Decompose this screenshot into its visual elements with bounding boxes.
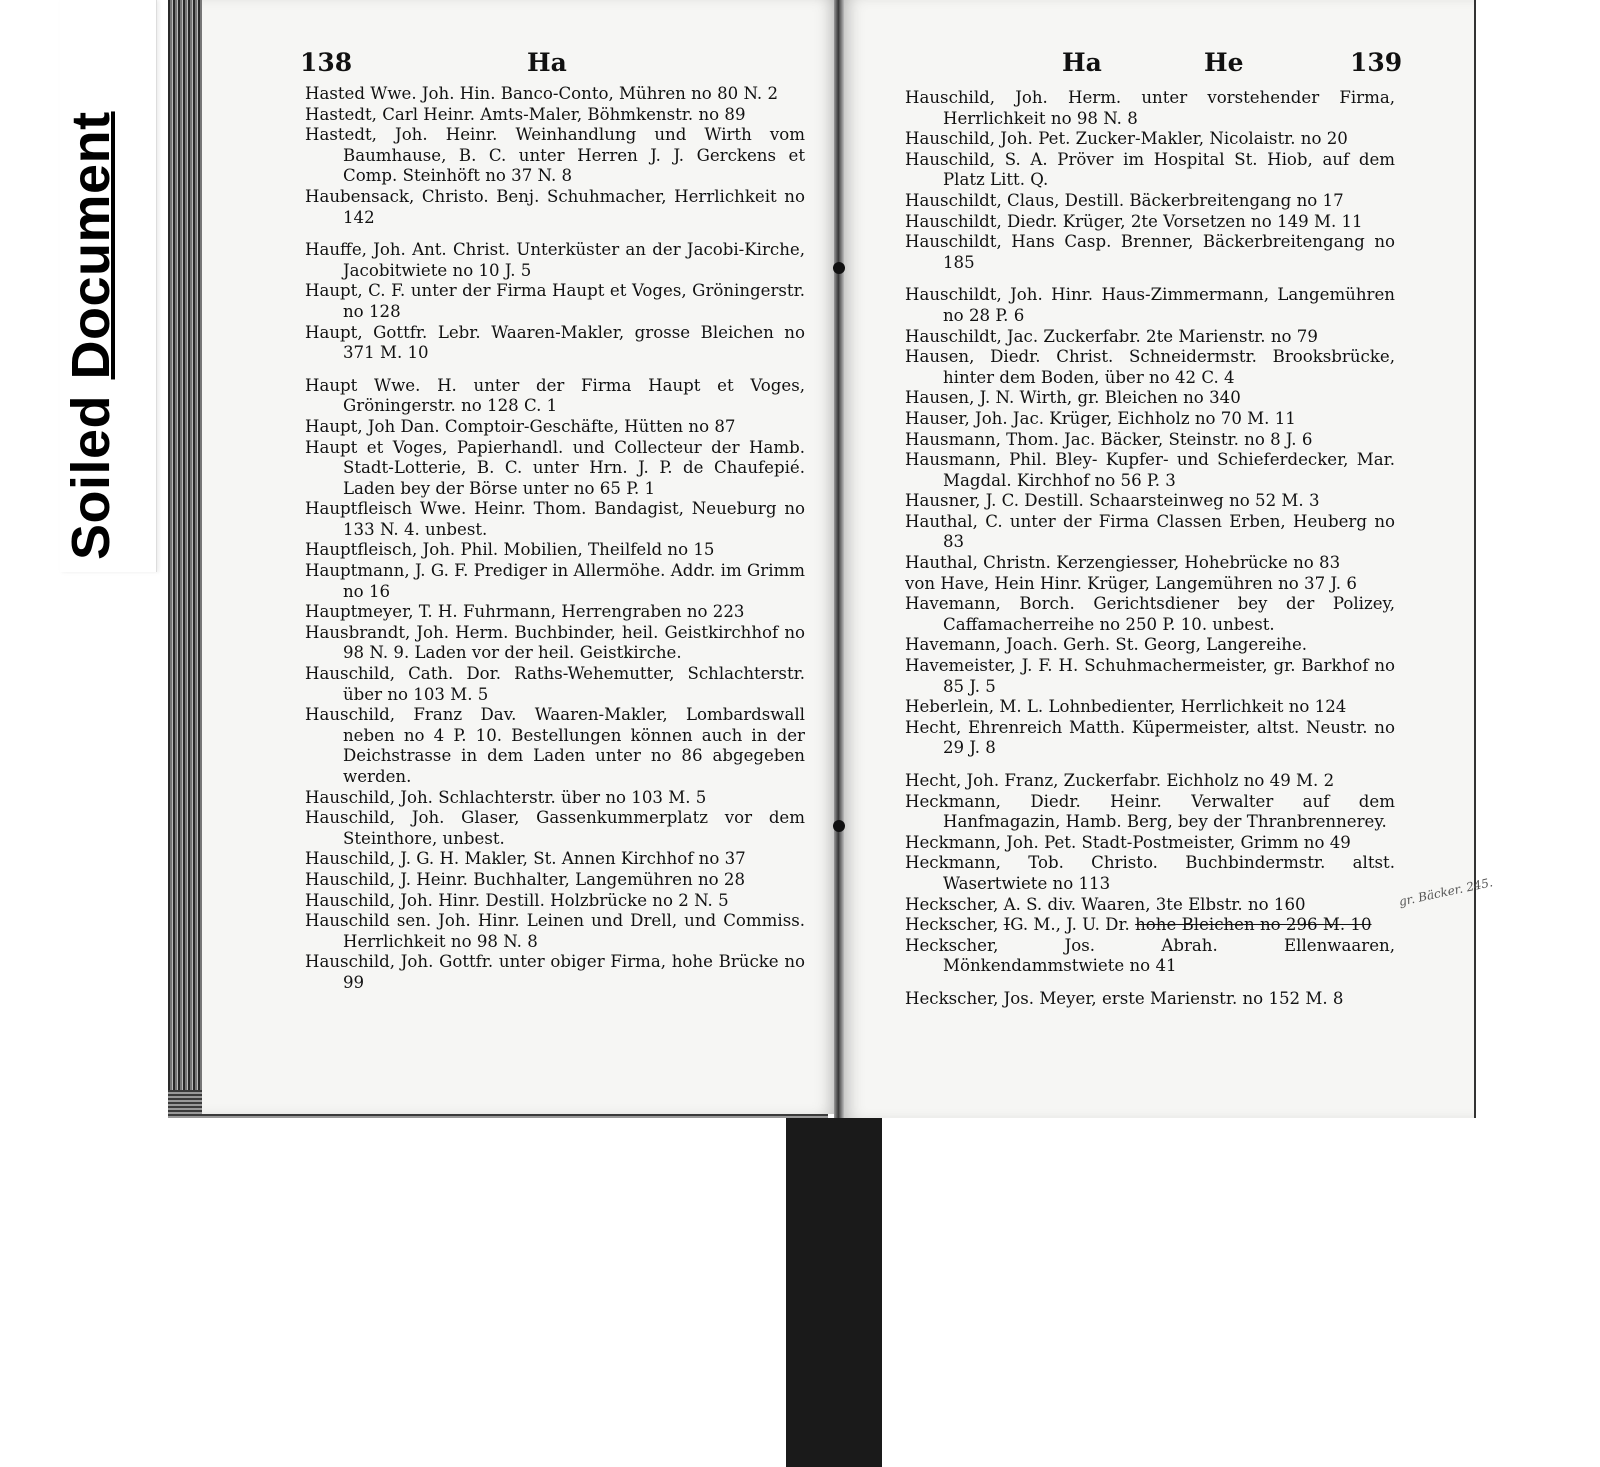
handwritten-margin-note: gr. Bäcker. 245. xyxy=(1397,875,1494,909)
directory-entry: Haupt, Gottfr. Lebr. Waaren-Makler, grosse Bleichen no 371 M. 10 xyxy=(305,322,805,363)
directory-entry: Hausner, J. C. Destill. Schaarsteinweg no 52 M. 3 xyxy=(905,491,1320,511)
directory-entry: Hauschild, Joh. Hinr. Destill. Holzbrücke no 2 N. 5 xyxy=(305,890,729,910)
right-entry-list xyxy=(905,88,1395,1010)
directory-entry: Haupt, C. F. unter der Firma Haupt et Voges, Gröningerstr. no 128 xyxy=(305,281,805,321)
directory-entry: Hauschild, S. A. Pröver im Hospital St. Hiob, auf dem Platz Litt. Q. xyxy=(905,149,1395,190)
directory-entry: Hauschildt, Diedr. Krüger, 2te Vorsetzen no 149 M. 11 xyxy=(905,211,1363,231)
directory-entry: Hauschild sen. Joh. Hinr. Leinen und Drell, und Commiss. Herrlichkeit no 98 N. 8 xyxy=(305,911,805,951)
left-entry-list xyxy=(305,84,805,994)
directory-entry: Hauschildt, Joh. Hinr. Haus-Zimmermann, Langemühren no 28 P. 6 xyxy=(905,285,1395,325)
directory-entry: Hauschild, Cath. Dor. Raths-Wehemutter, Schlachterstr. über no 103 M. 5 xyxy=(305,664,805,704)
directory-entry: Havemeister, J. F. H. Schuhmachermeister, gr. Barkhof no 85 J. 5 xyxy=(905,656,1395,696)
directory-entry: Hauschild, Joh. Gottfr. unter obiger Firma, hohe Brücke no 99 xyxy=(305,952,805,992)
binding-stitch xyxy=(833,262,845,274)
directory-entry: Heckmann, Joh. Pet. Stadt-Postmeister, Grimm no 49 xyxy=(905,832,1351,852)
directory-entry: Hauptmeyer, T. H. Fuhrmann, Herrengraben no 223 xyxy=(305,602,745,622)
directory-entry: Hausen, J. N. Wirth, gr. Bleichen no 340 xyxy=(905,388,1241,408)
directory-entry: Hauthal, Christn. Kerzengiesser, Hohebrücke no 83 xyxy=(905,553,1341,573)
directory-entry: Hauschild, Franz Dav. Waaren-Makler, Lombardswall neben no 4 P. 10. Bestellungen können auch in der Deichstrasse in dem Laden unter no 86 abgegeben werden. xyxy=(305,705,805,786)
left-running-head: Ha xyxy=(527,48,567,77)
right-running-head-1: Ha xyxy=(1062,48,1102,77)
tab-label: Soiled Document xyxy=(61,111,121,560)
directory-entry: Hauschildt, Jac. Zuckerfabr. 2te Marienstr. no 79 xyxy=(905,326,1318,346)
directory-entry: Haupt et Voges, Papierhandl. und Collecteur der Hamb. Stadt-Lotterie, B. C. unter Hrn. J. P. de Chaufepié. Laden bey der Börse unter no 65 P. 1 xyxy=(305,437,805,498)
directory-entry: Hauschild, J. G. H. Makler, St. Annen Kirchhof no 37 xyxy=(305,849,746,869)
struck-directory-entry: Heckscher, IG. M., J. U. Dr. hohe Bleichen no 296 M. 10 xyxy=(905,915,1372,935)
directory-entry: Heberlein, M. L. Lohnbedienter, Herrlichkeit no 124 xyxy=(905,697,1347,717)
directory-entry: Haupt, Joh Dan. Comptoir-Geschäfte, Hütten no 87 xyxy=(305,416,736,436)
directory-entry: Haubensack, Christo. Benj. Schuhmacher, Herrlichkeit no 142 xyxy=(305,186,805,227)
directory-entry: Hauschildt, Hans Casp. Brenner, Bäckerbreitengang no 185 xyxy=(905,232,1395,272)
right-page-number: 139 xyxy=(1350,48,1403,77)
directory-entry: Hauschild, J. Heinr. Buchhalter, Langemühren no 28 xyxy=(305,869,746,889)
directory-entry: Hauser, Joh. Jac. Krüger, Eichholz no 70 M. 11 xyxy=(905,408,1296,428)
directory-entry: Hauffe, Joh. Ant. Christ. Unterküster an der Jacobi-Kirche, Jacobitwiete no 10 J. 5 xyxy=(305,240,805,280)
right-running-head-2: He xyxy=(1204,48,1244,77)
directory-entry: Hasted Wwe. Joh. Hin. Banco-Conto, Mühren no 80 N. 2 xyxy=(305,84,779,103)
book-gutter xyxy=(834,0,844,1118)
directory-entry: Hauschild, Joh. Herm. unter vorstehender Firma, Herrlichkeit no 98 N. 8 xyxy=(905,88,1395,128)
bookmark-ribbon xyxy=(786,1118,882,1467)
directory-entry: Hastedt, Joh. Heinr. Weinhandlung und Wirth vom Baumhause, B. C. unter Herren J. J. Gerckens et Comp. Steinhöft no 37 N. 8 xyxy=(305,125,805,186)
directory-entry: Hauptfleisch Wwe. Heinr. Thom. Bandagist, Neueburg no 133 N. 4. unbest. xyxy=(305,499,805,539)
directory-entry: Hauschild, Joh. Schlachterstr. über no 103 M. 5 xyxy=(305,787,707,807)
directory-entry: Hauthal, C. unter der Firma Classen Erben, Heuberg no 83 xyxy=(905,511,1395,552)
directory-entry: Hauschild, Joh. Glaser, Gassenkummerplatz vor dem Steinthore, unbest. xyxy=(305,808,805,848)
directory-entry: Heckscher, Jos. Abrah. Ellenwaaren, Mönkendammstwiete no 41 xyxy=(905,935,1395,976)
left-page-number: 138 xyxy=(300,48,353,77)
directory-entry: Hecht, Ehrenreich Matth. Küpermeister, altst. Neustr. no 29 J. 8 xyxy=(905,717,1395,758)
binding-stitch xyxy=(833,820,845,832)
directory-entry: Heckmann, Diedr. Heinr. Verwalter auf dem Hanfmagazin, Hamb. Berg, bey der Thranbrennerey. xyxy=(905,791,1395,832)
directory-entry: Hausen, Diedr. Christ. Schneidermstr. Brooksbrücke, hinter dem Boden, über no 42 C. 4 xyxy=(905,347,1395,387)
directory-entry: Hauschildt, Claus, Destill. Bäckerbreitengang no 17 xyxy=(905,190,1344,210)
directory-entry: Haupt Wwe. H. unter der Firma Haupt et Voges, Gröningerstr. no 128 C. 1 xyxy=(305,375,805,416)
directory-entry: Hauptfleisch, Joh. Phil. Mobilien, Theilfeld no 15 xyxy=(305,540,715,560)
directory-entry: Hauptmann, J. G. F. Prediger in Allermöhe. Addr. im Grimm no 16 xyxy=(305,561,805,601)
directory-entry: Heckscher, A. S. div. Waaren, 3te Elbstr. no 160 xyxy=(905,894,1306,914)
directory-entry: Hausmann, Thom. Jac. Bäcker, Steinstr. no 8 J. 6 xyxy=(905,429,1313,449)
directory-entry: von Have, Hein Hinr. Krüger, Langemühren no 37 J. 6 xyxy=(905,573,1357,593)
directory-entry: Hastedt, Carl Heinr. Amts-Maler, Böhmkenstr. no 89 xyxy=(305,104,746,124)
page-edges xyxy=(168,0,204,1118)
directory-entry: Hauschild, Joh. Pet. Zucker-Makler, Nicolaistr. no 20 xyxy=(905,129,1348,149)
directory-entry: Hecht, Joh. Franz, Zuckerfabr. Eichholz no 49 M. 2 xyxy=(905,771,1335,790)
directory-entry: Heckmann, Tob. Christo. Buchbindermstr. altst. Wasertwiete no 113 xyxy=(905,853,1395,893)
directory-entry: Havemann, Borch. Gerichtsdiener bey der Polizey, Caffamacherreihe no 250 P. 10. unbest. xyxy=(905,594,1395,634)
directory-entry: Hausbrandt, Joh. Herm. Buchbinder, heil. Geistkirchhof no 98 N. 9. Laden vor der heil. Geistkirche. xyxy=(305,622,805,663)
directory-entry: Havemann, Joach. Gerh. St. Georg, Langereihe. xyxy=(905,635,1308,655)
directory-entry: Hausmann, Phil. Bley- Kupfer- und Schieferdecker, Mar. Magdal. Kirchhof no 56 P. 3 xyxy=(905,450,1395,490)
directory-entry: Heckscher, Jos. Meyer, erste Marienstr. no 152 M. 8 xyxy=(905,988,1344,1008)
